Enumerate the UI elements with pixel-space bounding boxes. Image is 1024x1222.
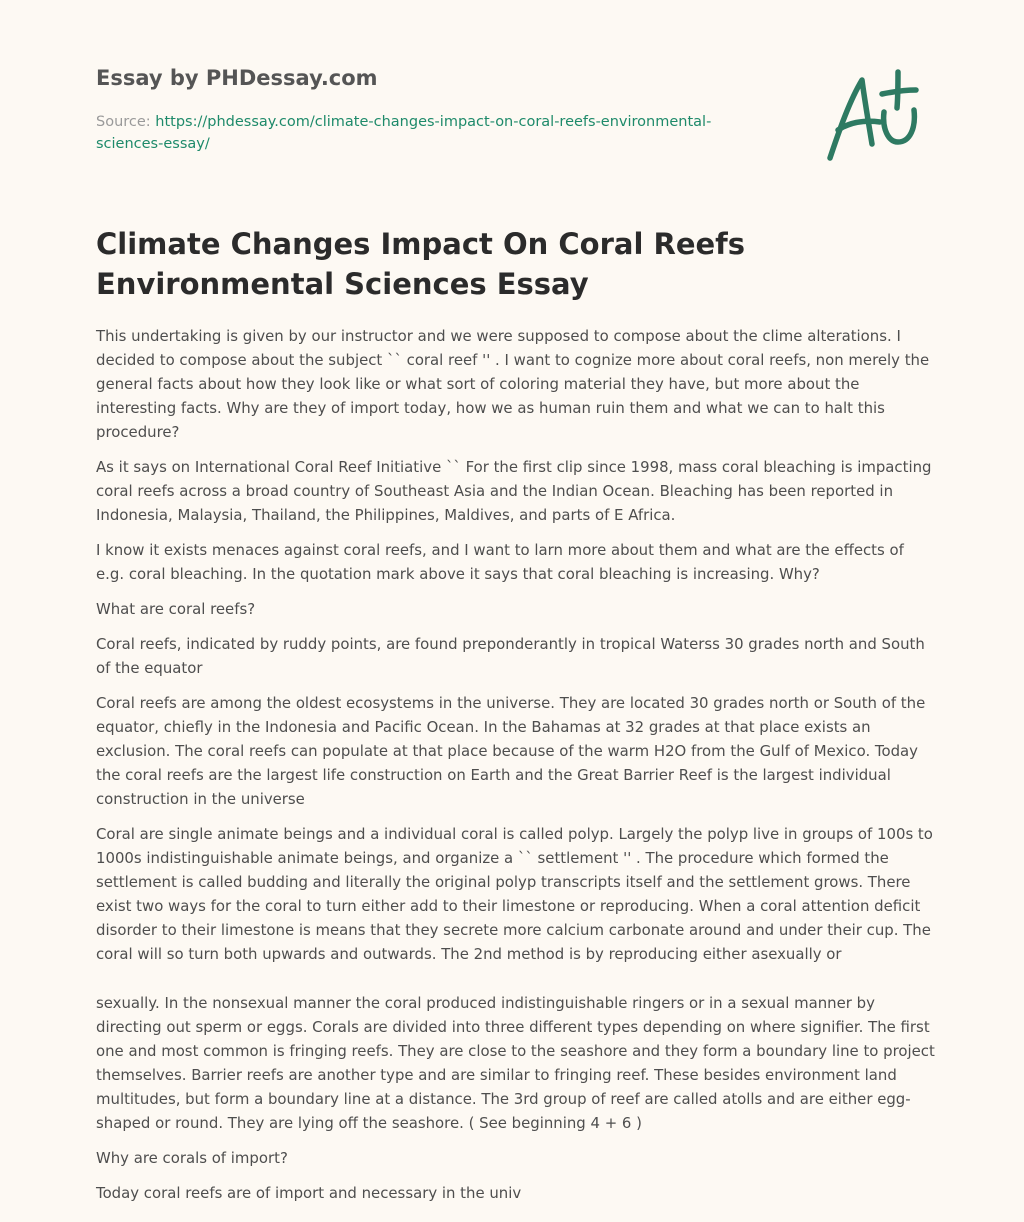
paragraph: This undertaking is given by our instructor and we were supposed to compose about the clime alterations. I decided to compose about the subject `` coral reef '' . I want to cognize more about coral reefs, non merely the general facts about how they look like or what sort of coloring material they have, but more about the interesting facts. Why are they of import today, how we as human ruin them and what we can to halt this procedure? <box>96 327 930 441</box>
article-body <box>96 324 936 1205</box>
site-name: Essay by PHDessay.com <box>96 66 378 90</box>
article-title: Climate Changes Impact On Coral Reefs Environmental Sciences Essay <box>96 227 746 301</box>
paragraph: Coral are single animate beings and a individual coral is called polyp. Largely the polyp live in groups of 100s to 1000s indistinguishable animate beings, and organize a `` settlement '' . The procedure which formed the settlement is called budding and literally the original polyp transcripts itself and the settlement grows. There exist two ways for the coral to turn either add to their limestone or reproducing. When a coral attention deficit disorder to their limestone is means that they secrete more calcium carbonate around and under their cup. The coral will so turn both upwards and outwards. The 2nd method is by reproducing either asexually or <box>96 825 933 963</box>
source-line <box>96 111 746 155</box>
paragraph: Today coral reefs are of import and necessary in the univ <box>96 1184 522 1202</box>
source-label: Source: <box>96 114 156 130</box>
paragraph: As it says on International Coral Reef Initiative `` For the first clip since 1998, mass coral bleaching is impacting coral reefs across a broad country of Southeast Asia and the Indian Ocean. Bleaching has been reported in Indonesia, Malaysia, Thailand, the Philippines, Maldives, and parts of E Africa. <box>96 458 932 524</box>
section-heading: Why are corals of import? <box>96 1149 288 1167</box>
paragraph: Coral reefs are among the oldest ecosystems in the universe. They are located 30 grades north or South of the equator, chiefly in the Indonesia and Pacific Ocean. In the Bahamas at 32 grades at that place exists an exclusion. The coral reefs can populate at that place because of the warm H2O from the Gulf of Mexico. Today the coral reefs are the largest life construction on Earth and the Great Barrier Reef is the largest individual construction in the universe <box>96 694 926 808</box>
a-plus-logo-icon <box>824 66 930 166</box>
paragraph: I know it exists menaces against coral reefs, and I want to larn more about them and what are the effects of e.g. coral bleaching. In the quotation mark above it says that coral bleaching is increasing. Why? <box>96 541 904 583</box>
section-heading: What are coral reefs? <box>96 600 256 618</box>
paragraph: sexually. In the nonsexual manner the coral produced indistinguishable ringers or in a sexual manner by directing out sperm or eggs. Corals are divided into three different types depending on where signifier. The first one and most common is fringing reefs. They are close to the seashore and they form a boundary line to project themselves. Barrier reefs are another type and are similar to fringing reef. These besides environment land multitudes, but form a boundary line at a distance. The 3rd group of reef are called atolls and are either egg-shaped or round. They are lying off the seashore. ( See beginning 4 + 6 ) <box>96 994 935 1132</box>
paragraph: Coral reefs, indicated by ruddy points, are found preponderantly in tropical Waterss 30 grades north and South of the equator <box>96 635 925 677</box>
source-link[interactable]: https://phdessay.com/climate-changes-impact-on-coral-reefs-environmental-sciences-essay/ <box>96 114 712 152</box>
